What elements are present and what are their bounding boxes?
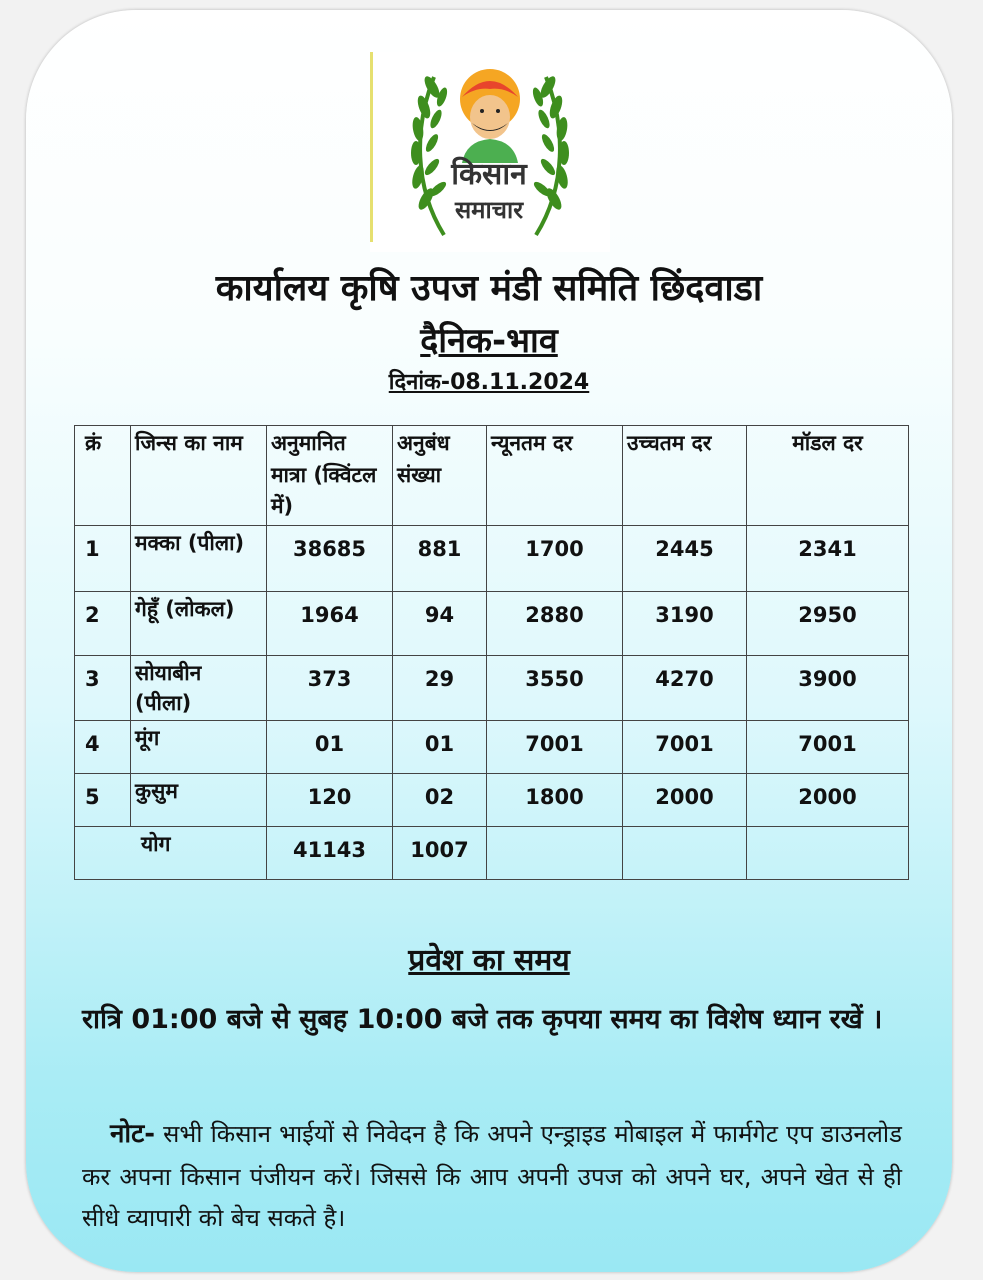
cell-qty: 01 [267,721,393,774]
rates-table [74,425,909,880]
cell-sn: 3 [75,655,131,721]
table-row [75,525,909,591]
note-label: नोट- [110,1119,156,1149]
table-row [75,774,909,827]
cell-qty: 120 [267,774,393,827]
header-model-rate: मॉडल दर [747,426,909,526]
total-label: योग [75,827,267,880]
office-title: कार्यालय कृषि उपज मंडी समिति छिंदवाडा [215,268,763,309]
cell-sn: 4 [75,721,131,774]
header-min-rate: न्यूनतम दर [487,426,623,526]
cell-sn: 5 [75,774,131,827]
cell-min-rate: 2880 [487,591,623,655]
cell-max-rate: 3190 [623,591,747,655]
kisan-samachar-logo [370,52,610,252]
logo-text-samachar: समाचार [454,196,524,224]
date-label: दिनांक-08.11.2024 [388,370,590,395]
logo-divider-line [370,52,373,242]
cell-crop: मूंग [131,721,267,774]
cell-crop: मक्का (पीला) [131,525,267,591]
cell-max-rate: 2000 [623,774,747,827]
entry-time-heading: प्रवेश का समय [408,943,570,978]
cell-contracts: 881 [393,525,487,591]
header-qty: अनुमानित मात्रा (क्विंटल में) [267,426,393,526]
cell-sn: 2 [75,591,131,655]
header-max-rate: उच्चतम दर [623,426,747,526]
header-crop: जिन्स का नाम [131,426,267,526]
cell-contracts: 94 [393,591,487,655]
table-row [75,655,909,721]
cell-crop: कुसुम [131,774,267,827]
cell-crop: गेहूँ (लोकल) [131,591,267,655]
cell-sn: 1 [75,525,131,591]
table-row [75,721,909,774]
entry-time-text: रात्रि 01:00 बजे से सुबह 10:00 बजे तक कृपया समय का विशेष ध्यान रखें । [82,1004,883,1035]
note-text: सभी किसान भाईयों से निवेदन है कि अपने एन्ड्राइड मोबाइल में फार्मगेट एप डाउनलोड कर अपना किसान पंजीयन करें। जिससे कि आप अपनी उपज को अपने घर, अपने खेत से ही सीधे व्यापारी को बेच सकते है। [82,1120,902,1232]
total-qty: 41143 [267,827,393,880]
cell-qty: 1964 [267,591,393,655]
daily-rates-heading: दैनिक-भाव [420,321,558,361]
cell-model-rate: 2950 [747,591,909,655]
cell-max-rate: 7001 [623,721,747,774]
cell-model-rate: 3900 [747,655,909,721]
cell-min-rate: 7001 [487,721,623,774]
total-contracts: 1007 [393,827,487,880]
note-paragraph [82,1112,902,1239]
cell-model-rate: 2000 [747,774,909,827]
cell-min-rate: 3550 [487,655,623,721]
total-empty-cell [487,827,623,880]
cell-contracts: 01 [393,721,487,774]
notice-card [26,10,952,1272]
logo-text-kisan: किसान [451,157,527,192]
cell-contracts: 29 [393,655,487,721]
cell-contracts: 02 [393,774,487,827]
cell-qty: 373 [267,655,393,721]
total-empty-cell [747,827,909,880]
cell-max-rate: 2445 [623,525,747,591]
header-contracts: अनुबंध संख्या [393,426,487,526]
cell-model-rate: 2341 [747,525,909,591]
cell-model-rate: 7001 [747,721,909,774]
table-row [75,591,909,655]
cell-max-rate: 4270 [623,655,747,721]
table-header-row [75,426,909,526]
header-sn: क्रं [75,426,131,526]
table-total-row [75,827,909,880]
cell-crop: सोयाबीन (पीला) [131,655,267,721]
cell-min-rate: 1800 [487,774,623,827]
total-empty-cell [623,827,747,880]
cell-min-rate: 1700 [487,525,623,591]
cell-qty: 38685 [267,525,393,591]
